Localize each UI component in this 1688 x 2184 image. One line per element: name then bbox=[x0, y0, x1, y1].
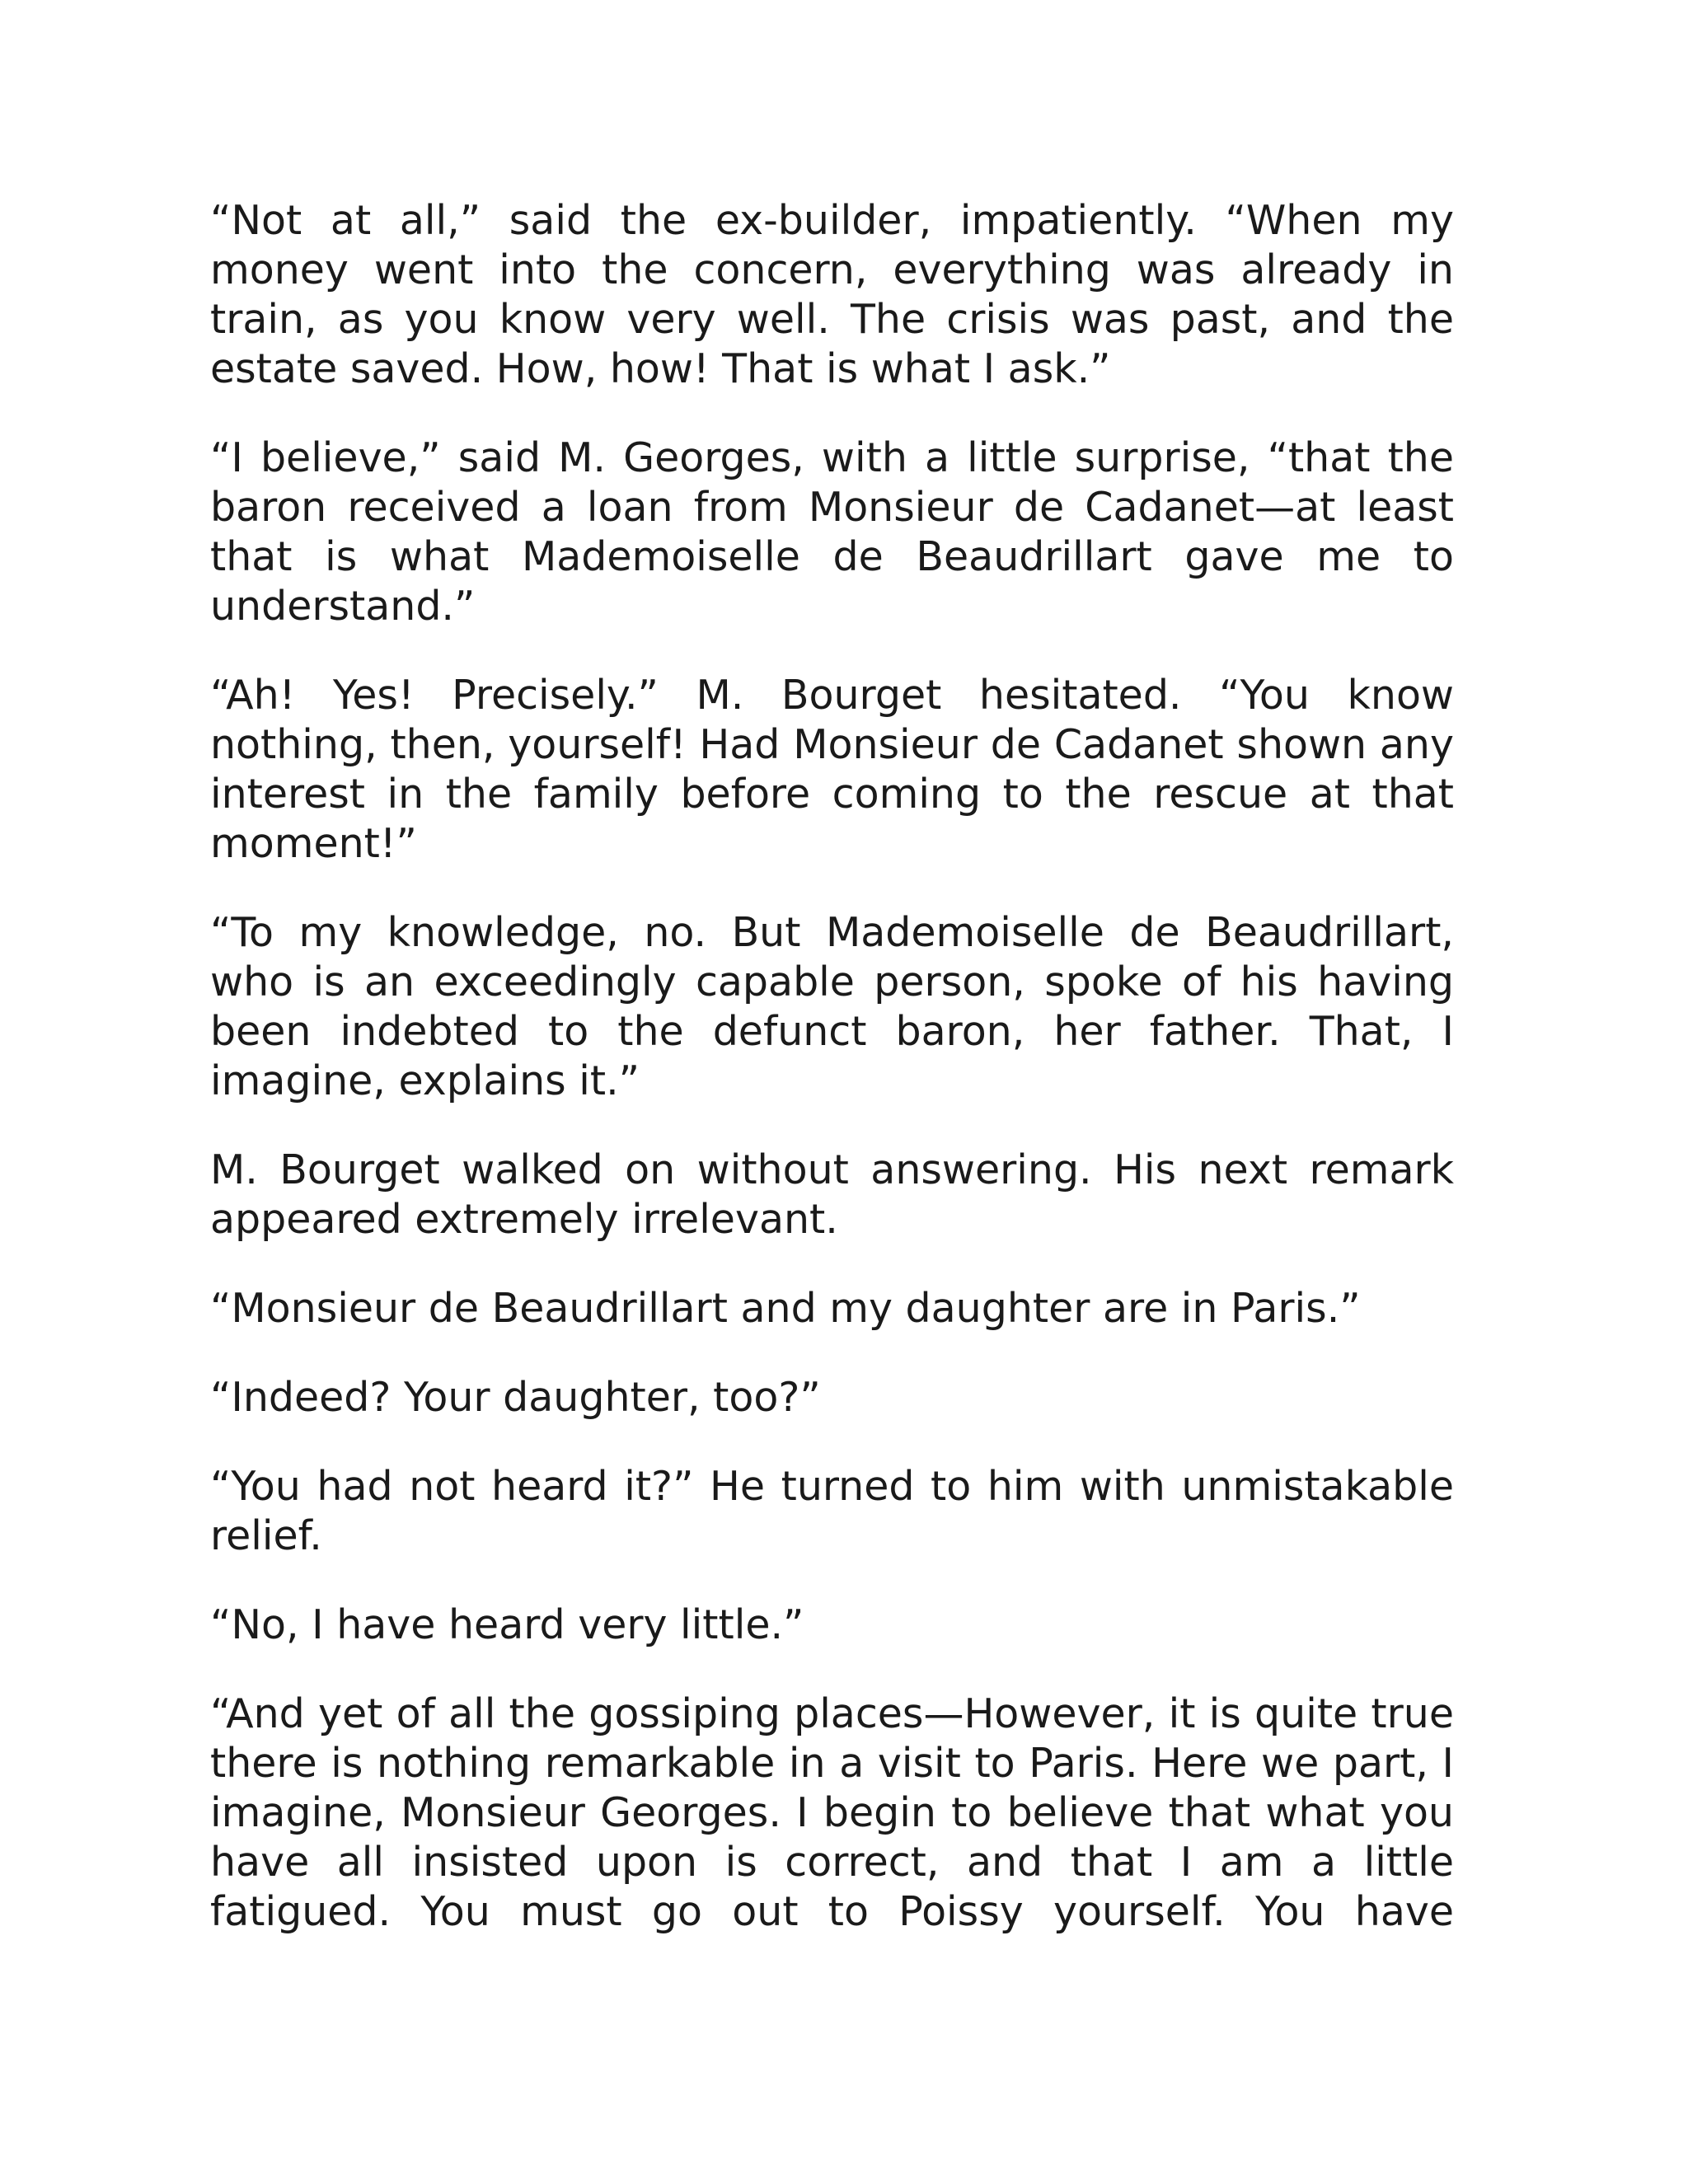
page-body bbox=[210, 196, 1454, 1976]
paragraph-2: “I believe,” said M. Georges, with a little surprise, “that the baron received a loan from Monsieur de Cadanet—at least that is what Mademoiselle de Beaudrillart gave me to understand.” bbox=[210, 434, 1454, 630]
paragraph-5: M. Bourget walked on without answering. His next remark appeared extremely irrelevant. bbox=[210, 1146, 1454, 1243]
paragraph-1: “Not at all,” said the ex-builder, impatiently. “When my money went into the concern, everything was already in train, as you know very well. The crisis was past, and the estate saved. How, how! That is what I ask.” bbox=[210, 197, 1454, 392]
paragraph-3: “Ah! Yes! Precisely.” M. Bourget hesitated. “You know nothing, then, yourself! Had Monsieur de Cadanet shown any interest in the family before coming to the rescue at that moment!” bbox=[210, 672, 1454, 867]
paragraph-6: “Monsieur de Beaudrillart and my daughter are in Paris.” bbox=[210, 1285, 1361, 1332]
paragraph-10: “And yet of all the gossiping places—However, it is quite true there is nothing remarkable in a visit to Paris. Here we part, I imagine, Monsieur Georges. I begin to believe that what you have all insisted upon is correct, and that I am a little fatigued. You must go out to Poissy yourself. You have bbox=[210, 1690, 1454, 1935]
paragraph-8: “You had not heard it?” He turned to him with unmistakable relief. bbox=[210, 1463, 1454, 1559]
paragraph-9: “No, I have heard very little.” bbox=[210, 1601, 804, 1648]
paragraph-4: “To my knowledge, no. But Mademoiselle de Beaudrillart, who is an exceedingly capable person, spoke of his having been indebted to the defunct baron, her father. That, I imagine, explains it.” bbox=[210, 909, 1454, 1104]
paragraph-7: “Indeed? Your daughter, too?” bbox=[210, 1374, 821, 1421]
